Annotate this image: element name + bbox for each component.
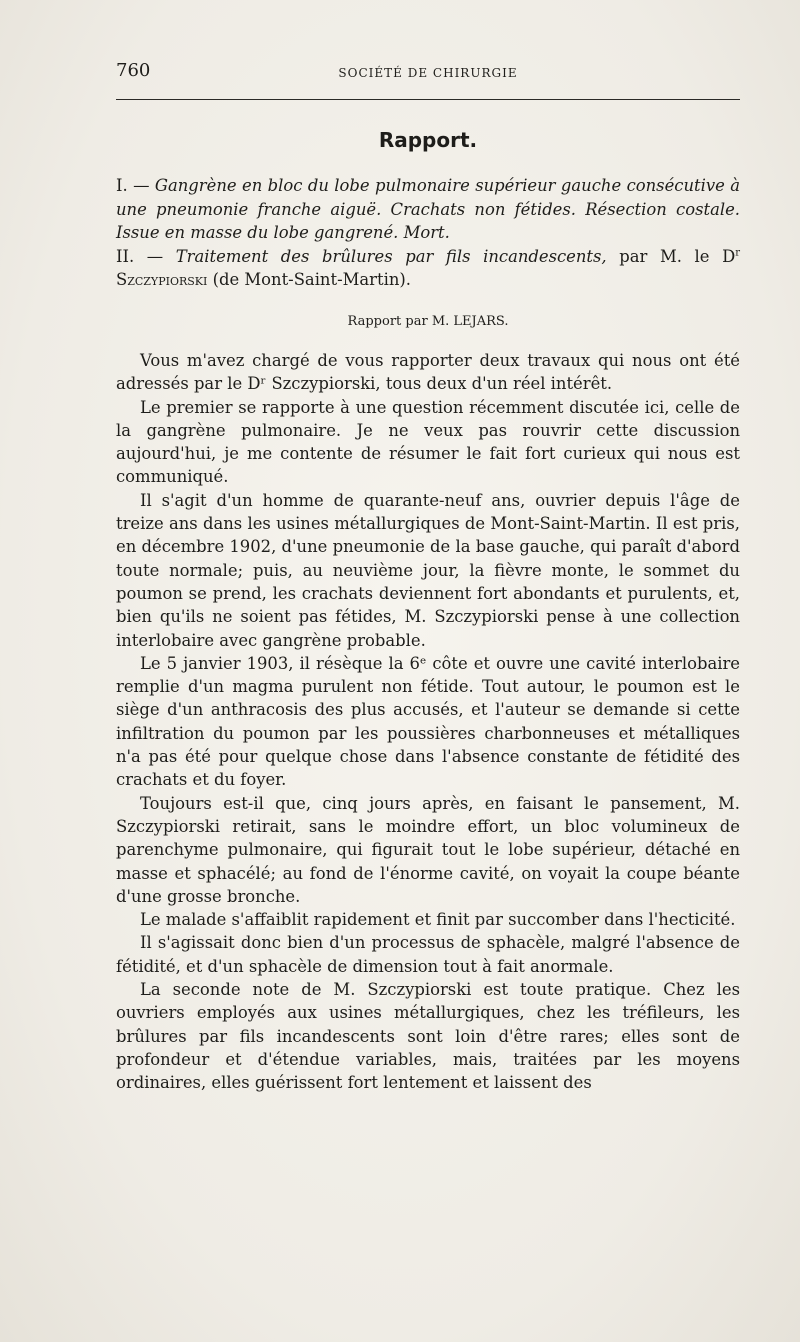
report-title-2 <box>116 245 740 292</box>
paragraph: La seconde note de M. Szczypiorski est toute pratique. Chez les ouvriers employés aux usines métallurgiques, chez les tréfileurs, les brûlures par fils incandescents sont loin d'être rares; elles sont de profondeur et d'étendue variables, mais, traitées par les moyens ordinaires, elles guérissent fort lentement et laissent des <box>116 980 740 1093</box>
paragraph: Il s'agit d'un homme de quarante-neuf ans, ouvrier depuis l'âge de treize ans dans les usines métallurgiques de Mont-Saint-Martin. Il est pris, en décembre 1902, d'une pneumonie de la base gauche, qui paraît d'abord toute normale; puis, au neuvième jour, la fièvre monte, le sommet du poumon se prend, les crachats deviennent fort abondants et purulents, et, bien qu'ils ne soient pas fétides, M. Szczypiorski pense à une collection interlobaire avec gangrène probable. <box>116 490 740 650</box>
running-title: SOCIÉTÉ DE CHIRURGIE <box>338 66 518 80</box>
report-title-1 <box>116 174 740 245</box>
page-number: 760 <box>116 60 151 81</box>
body-text <box>116 349 740 1095</box>
report-title-2-numeral: II. — <box>116 246 164 266</box>
paragraph: Il s'agissait donc bien d'un processus de sphacèle, malgré l'absence de fétidité, et d'un sphacèle de dimension tout à fait anormale. <box>116 933 740 976</box>
report-titles <box>116 174 740 292</box>
report-title-2-text: Traitement des brûlures par fils incandescents, <box>175 246 607 266</box>
report-title-2-by-sup: r <box>735 247 740 259</box>
report-title-1-numeral: I. — <box>116 176 150 195</box>
report-title-2-place: (de Mont-Saint-Martin). <box>212 270 411 289</box>
header-rule <box>116 99 740 100</box>
page-header <box>116 60 740 86</box>
report-byline: Rapport par M. LEJARS. <box>347 314 509 329</box>
report-title-2-author: Szczypiorski <box>116 270 208 289</box>
paragraph: Le 5 janvier 1903, il résèque la 6ᵉ côte et ouvre une cavité interlobaire remplie d'un magma purulent non fétide. Tout autour, le poumon est le siège d'un anthracosis des plus accusés, et l'auteur se demande si cette infiltration du poumon par les poussières charbonneuses et métalliques n'a pas été pour quelque chose dans l'absence constante de fétidité des crachats et du foyer. <box>116 653 740 790</box>
paragraph: Toujours est-il que, cinq jours après, en faisant le pansement, M. Szczypiorski retirait, sans le moindre effort, un bloc volumineux de parenchyme pulmonaire, qui figurait tout le lobe supérieur, détaché en masse et sphacélé; au fond de l'énorme cavité, on voyait la coupe béante d'une grosse bronche. <box>116 793 740 906</box>
report-title-1-text: Gangrène en bloc du lobe pulmonaire supérieur gauche consécutive à une pneumonie franche aiguë. Crachats non fétides. Résection costale. Issue en masse du lobe gangrené. Mort. <box>116 176 740 242</box>
report-title-2-by: par M. le D <box>619 246 736 266</box>
section-title: Rapport. <box>378 128 478 152</box>
paragraph: Le premier se rapporte à une question récemment discutée ici, celle de la gangrène pulmonaire. Je ne veux pas rouvrir cette discussion aujourd'hui, je me contente de résumer le fait fort curieux qui nous est communiqué. <box>116 397 740 487</box>
paragraph: Vous m'avez chargé de vous rapporter deux travaux qui nous ont été adressés par le Dʳ Szczypiorski, tous deux d'un réel intérêt. <box>116 351 740 394</box>
paragraph: Le malade s'affaiblit rapidement et finit par succomber dans l'hecticité. <box>140 910 736 930</box>
